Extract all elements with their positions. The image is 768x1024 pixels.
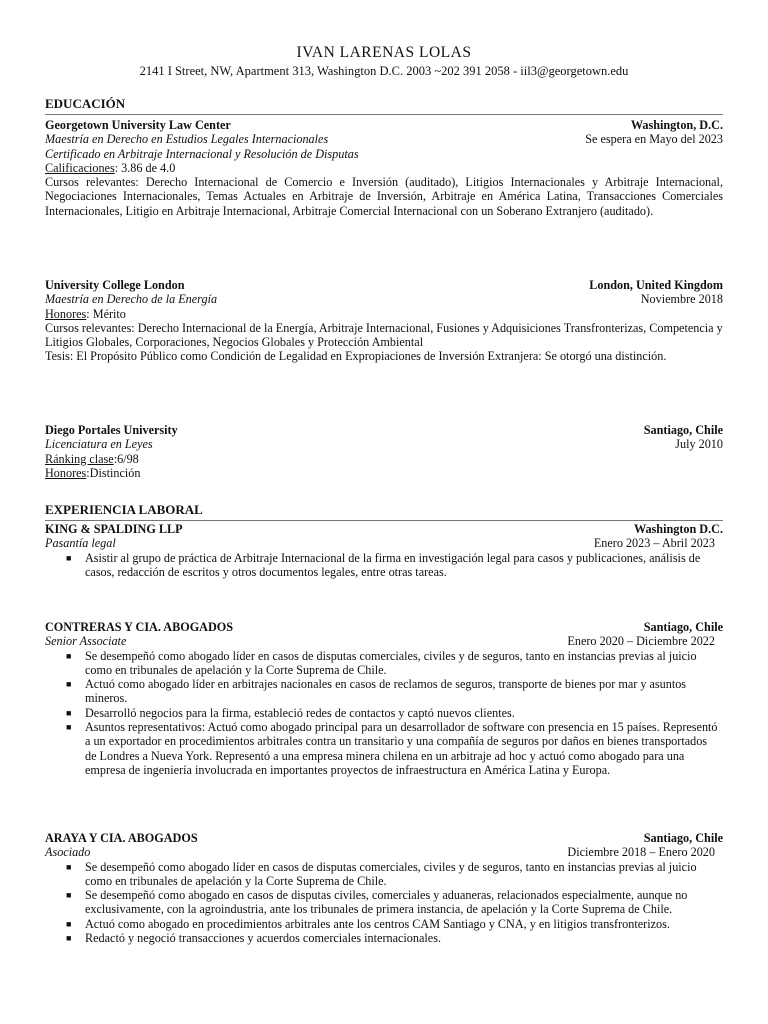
contact-line: 2141 I Street, NW, Apartment 313, Washington D.C. 2003 ~202 391 2058 - iil3@georgetown.edu (139, 64, 629, 78)
education-entry-udp (45, 423, 723, 480)
bullet-icon: ■ (66, 861, 72, 872)
job-dates: Enero 2020 – Diciembre 2022 (567, 634, 715, 649)
honors-label: Honores (45, 465, 87, 480)
school-location: London, United Kingdom (589, 278, 723, 292)
bullet-icon: ■ (66, 933, 72, 944)
degree-date: Noviembre 2018 (640, 292, 723, 307)
education-heading: EDUCACIÓN (45, 96, 723, 115)
bullet-text: Se desempeñó como abogado líder en casos de disputas comerciales, civiles y de seguros, tanto en instancias previas al juicio como en tribunales de apelación y la Corte Suprema de Chile. (85, 859, 697, 888)
bullet-icon: ■ (66, 918, 72, 929)
school-name: Diego Portales University (45, 423, 178, 437)
honors-value: :Distinción (86, 465, 141, 480)
school-location: Washington, D.C. (630, 118, 723, 132)
degree-date: July 2010 (675, 437, 723, 452)
company-name: KING & SPALDING LLP (45, 522, 183, 536)
bullet-text: Actuó como abogado líder en arbitrajes nacionales en casos de reclamos de seguros, transporte de bienes por mar y asuntos mineros. (85, 677, 687, 706)
job-title: Senior Associate (45, 634, 127, 649)
list-item (45, 706, 723, 720)
bullet-icon: ■ (66, 650, 72, 661)
grades-label: Calificaciones (45, 160, 115, 175)
company-location: Washington D.C. (633, 522, 723, 536)
school-name: Georgetown University Law Center (45, 118, 231, 132)
list-item (45, 551, 723, 580)
job-title: Pasantía legal (45, 536, 116, 551)
bullet-text: Asuntos representativos: Actuó como abogado principal para un desarrollador de software con presencia en 15 países. Representó a un exportador en procedimientos arbitrales contra un transitario y una compañía de seguros por daños en bienes transportados de Londres a Nueva York. Representó a una empresa minera chilena en un arbitraje ad hoc y actuó como abogado para una empresa de ingeniería involucrada en importantes proyectos de infraestructura en América Latina y Europa. (85, 720, 718, 777)
list-item (45, 860, 723, 889)
company-name: CONTRERAS Y CIA. ABOGADOS (45, 620, 234, 634)
list-item (45, 720, 723, 777)
experience-entry-araya (45, 831, 723, 945)
job-dates: Diciembre 2018 – Enero 2020 (567, 845, 715, 860)
list-item (45, 649, 723, 678)
bullet-icon: ■ (66, 679, 72, 690)
experience-heading: EXPERIENCIA LABORAL (45, 502, 723, 521)
education-entry-georgetown (45, 118, 723, 218)
list-item (45, 677, 723, 706)
bullet-icon: ■ (66, 552, 72, 563)
bullet-text: Redactó y negoció transacciones y acuerdos comerciales internacionales. (85, 931, 441, 946)
company-location: Santiago, Chile (643, 831, 723, 845)
job-bullets (45, 551, 723, 580)
experience-entry-king-spalding (45, 522, 723, 579)
education-entry-ucl (45, 278, 723, 364)
grades-value: : 3.86 de 4.0 (114, 160, 176, 175)
job-title: Asociado (45, 845, 91, 860)
honors-line (45, 466, 723, 480)
class-rank-value: :6/98 (113, 451, 139, 466)
honors-label: Honores (45, 306, 87, 321)
thesis-text: Tesis: El Propósito Público como Condición de Legalidad en Expropiaciones de Inversión Extranjera: Se otorgó una distinción. (45, 349, 667, 364)
school-location: Santiago, Chile (643, 423, 723, 437)
courses-text: Cursos relevantes: Derecho Internacional de Comercio e Inversión (auditado), Litigios Internacionales y Arbitraje Internacional, Negociaciones Internacionales, Temas Actuales en Arbitraje de Inversión, Arbitraje en América Latina, Transacciones Comerciales Internacionales, Litigio en Arbitraje Internacional, Arbitraje Comercial Internacional con un Soberano Extranjero (auditado). (45, 175, 723, 218)
school-name: University College London (45, 278, 185, 292)
degree-date: Se espera en Mayo del 2023 (585, 132, 723, 147)
bullet-text: Se desempeñó como abogado líder en casos de disputas comerciales, civiles y de seguros, tanto en instancias previas al juicio como en tribunales de apelación y la Corte Suprema de Chile. (85, 648, 697, 677)
job-dates: Enero 2023 – Abril 2023 (593, 536, 715, 551)
bullet-icon: ■ (66, 890, 72, 901)
grades-line (45, 161, 723, 175)
courses-text: Cursos relevantes: Derecho Internacional de la Energía, Arbitraje Internacional, Fusiones y Adquisiciones Transfronterizas, Competencia y Litigios Globales, Corporaciones, Negocios Globales y Protección Ambiental (45, 320, 723, 350)
experience-entry-contreras (45, 620, 723, 777)
bullet-text: Desarrolló negocios para la firma, estableció redes de contactos y captó nuevos clientes. (85, 705, 515, 720)
job-bullets (45, 860, 723, 946)
company-location: Santiago, Chile (643, 620, 723, 634)
degree-name: Maestría en Derecho de la Energía (45, 292, 218, 307)
bullet-icon: ■ (66, 707, 72, 718)
list-item (45, 917, 723, 931)
bullet-text: Actuó como abogado en procedimientos arbitrales ante los centros CAM Santiago y CNA, y en litigios transfronterizos. (85, 916, 670, 931)
bullet-icon: ■ (66, 722, 72, 733)
certificate-name: Certificado en Arbitraje Internacional y Resolución de Disputas (45, 146, 359, 161)
company-name: ARAYA Y CIA. ABOGADOS (45, 831, 198, 845)
list-item (45, 888, 723, 917)
candidate-name: IVAN LARENAS LOLAS (296, 44, 472, 61)
degree-name: Maestría en Derecho en Estudios Legales Internacionales (45, 132, 329, 147)
honors-line (45, 307, 723, 321)
bullet-text: Asistir al grupo de práctica de Arbitraje Internacional de la firma en investigación legal para casos y publicaciones, análisis de casos, redacción de escritos y otros documentos legales, entre otras tareas. (85, 550, 701, 579)
class-rank-line (45, 452, 723, 466)
job-bullets (45, 649, 723, 778)
bullet-text: Se desempeñó como abogado en casos de disputas civiles, comerciales y aduaneras, relacionados especialmente, aunque no exclusivamente, con la agroindustria, ante los tribunales de primera instancia, de apelación y la Corte Suprema de Chile. (85, 888, 688, 917)
list-item (45, 931, 723, 945)
degree-name: Licenciatura en Leyes (45, 437, 153, 452)
honors-value: : Mérito (86, 306, 126, 321)
class-rank-label: Ránking clase (45, 451, 114, 466)
